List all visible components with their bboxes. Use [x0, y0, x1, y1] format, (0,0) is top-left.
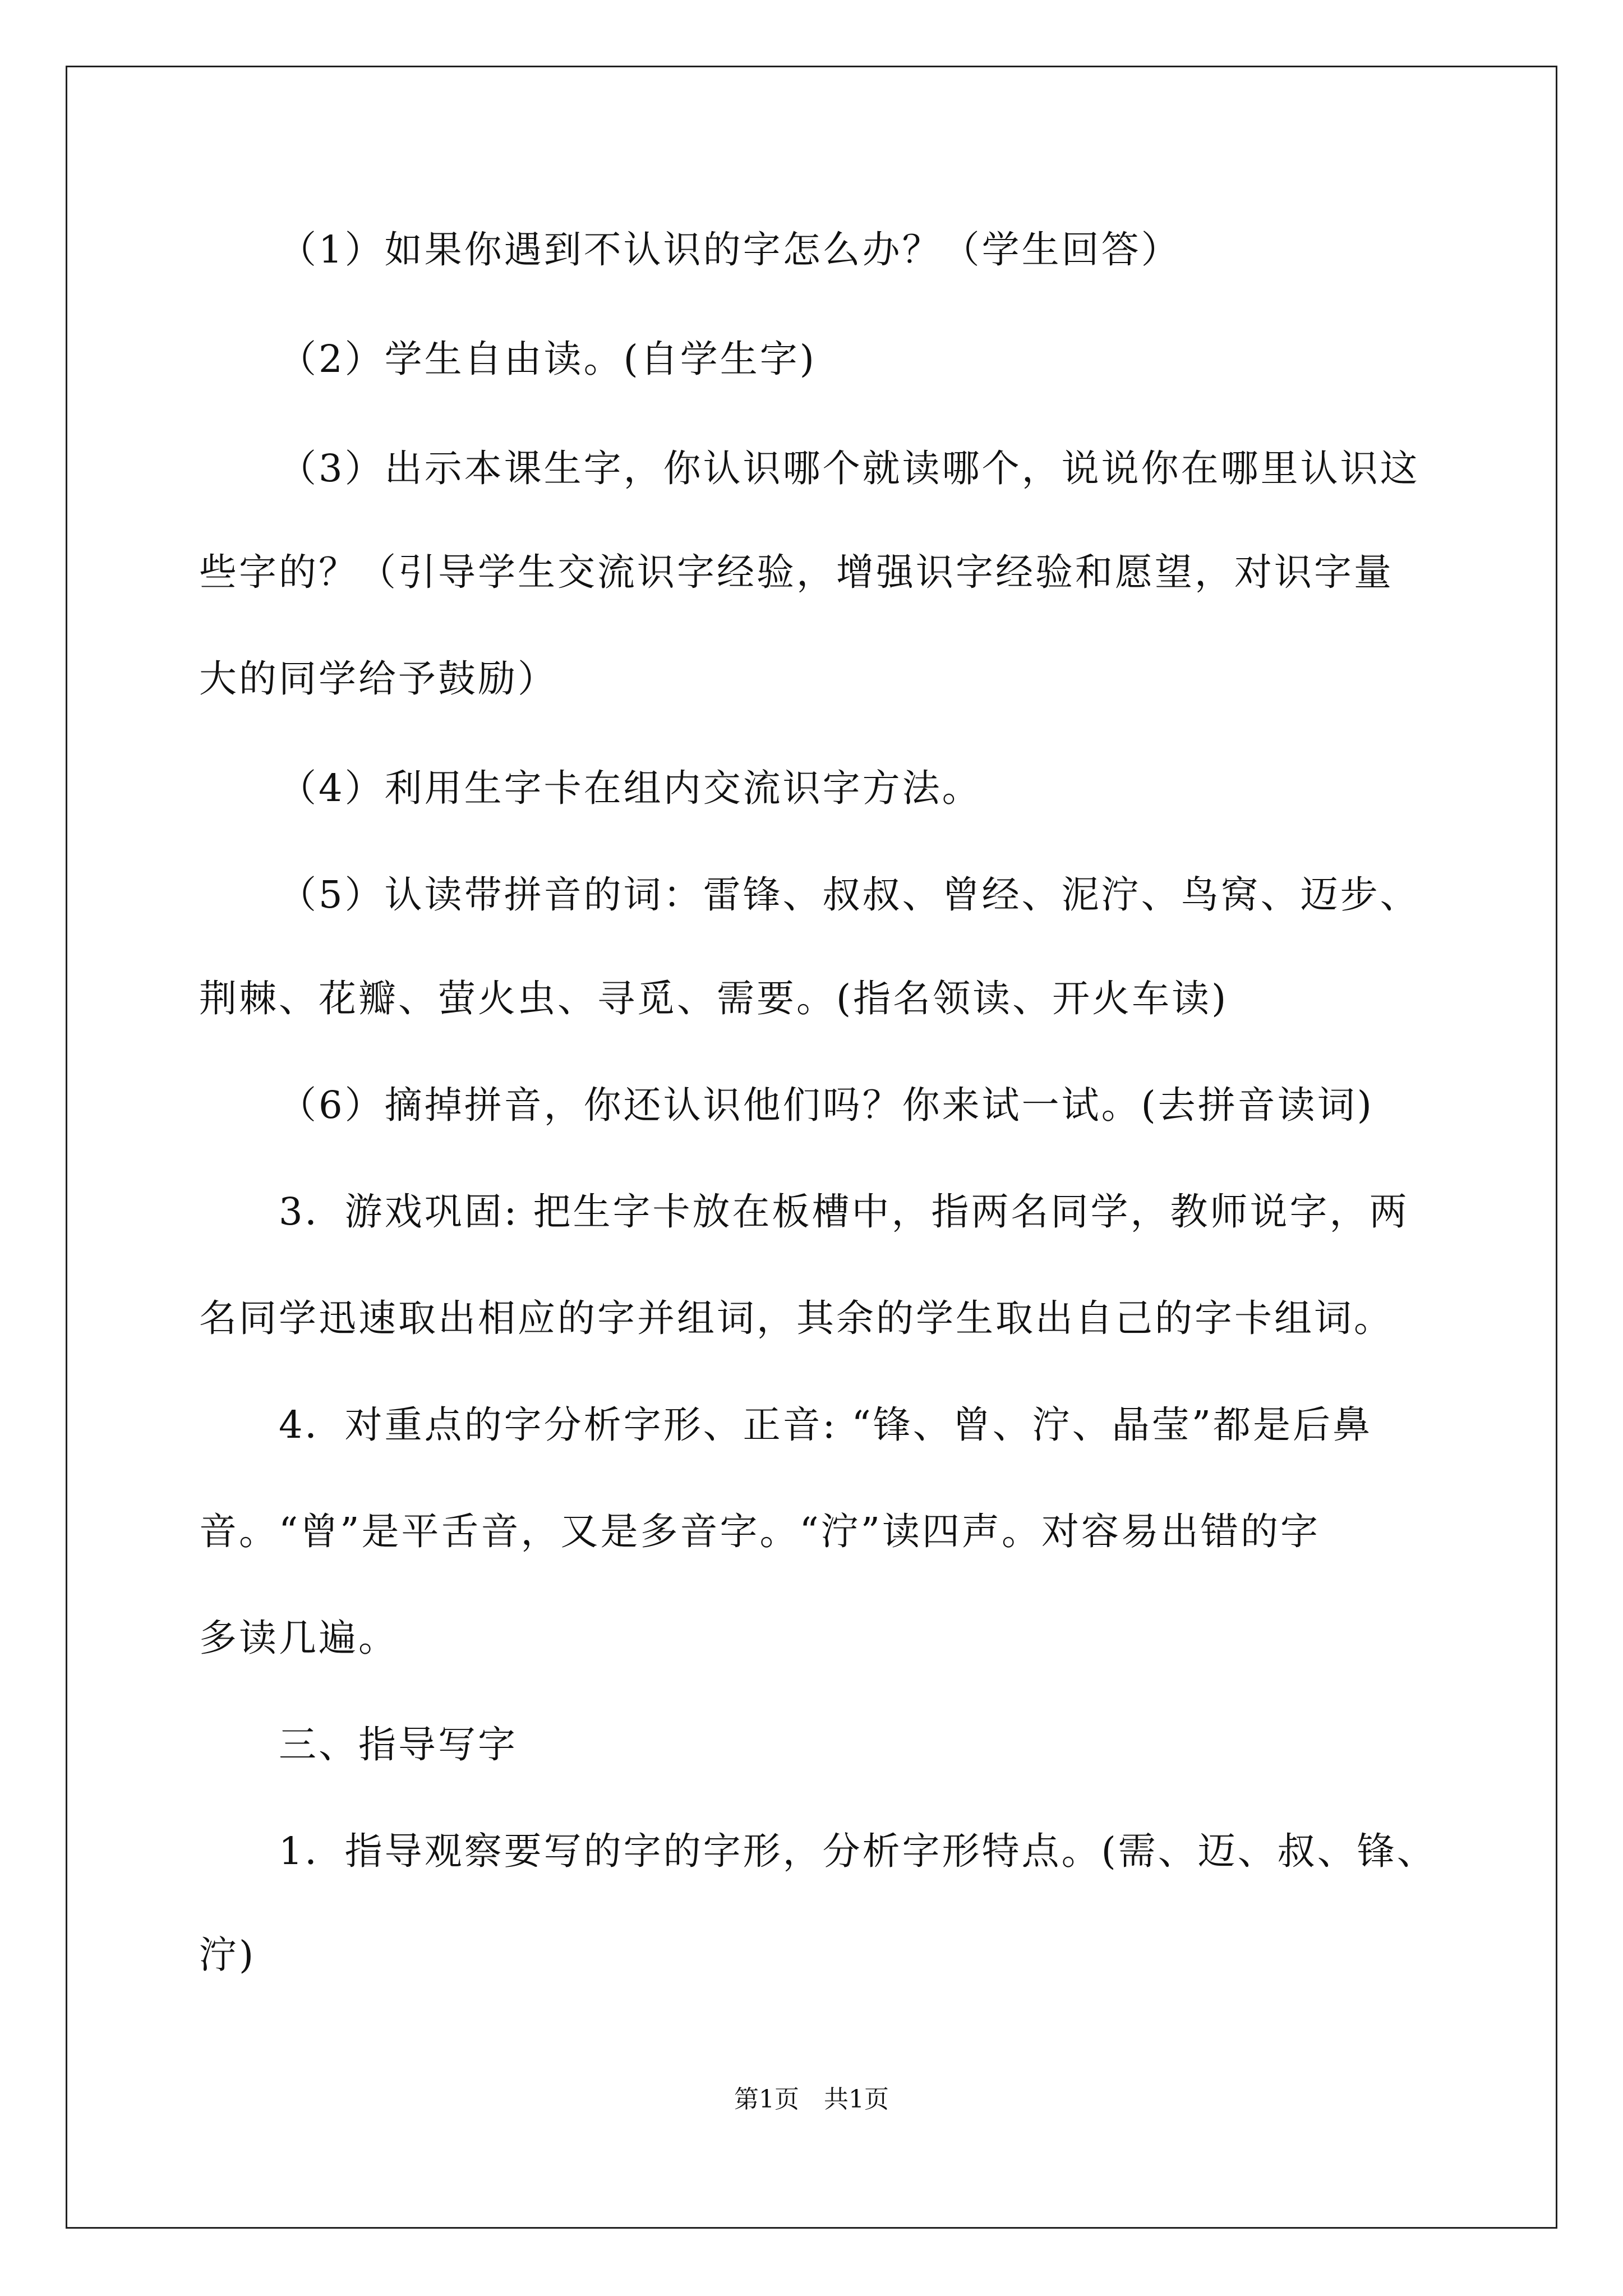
text-line: 多读几遍。 — [199, 1616, 398, 1660]
page-border — [66, 66, 1557, 2229]
text-line: 荆棘、花瓣、萤火虫、寻觅、需要。(指名领读、开火车读) — [199, 977, 1229, 1020]
text-line: 名同学迅速取出相应的字并组词，其余的学生取出自己的字卡组词。 — [199, 1296, 1394, 1340]
text-line: （5）认读带拼音的词：雷锋、叔叔、曾经、泥泞、鸟窝、迈步、 — [279, 873, 1420, 917]
page-number-footer: 第1页 共1页 — [734, 2085, 889, 2114]
text-line: （1）如果你遇到不认识的字怎么办？（学生回答） — [279, 228, 1181, 272]
text-line: 些字的？（引导学生交流识字经验，增强识字经验和愿望，对识字量 — [199, 550, 1394, 594]
text-line: 4．对重点的字分析字形、正音: “锋、曾、泞、晶莹”都是后鼻 — [279, 1403, 1373, 1447]
text-line: （4）利用生字卡在组内交流识字方法。 — [279, 766, 982, 810]
text-line: 泞) — [199, 1933, 256, 1977]
section-heading: 三、指导写字 — [279, 1723, 518, 1766]
text-line: （6）摘掉拼音，你还认识他们吗？你来试一试。(去拼音读词) — [279, 1083, 1374, 1127]
text-line: 3．游戏巩固: 把生字卡放在板槽中，指两名同学，教师说字，两 — [279, 1190, 1409, 1234]
text-line: 音。“曾”是平舌音，又是多音字。“泞”读四声。对容易出错的字 — [199, 1510, 1321, 1553]
text-line: （2）学生自由读。(自学生字) — [279, 337, 817, 381]
text-line: 大的同学给予鼓励） — [199, 657, 557, 701]
text-line: （3）出示本课生字，你认识哪个就读哪个，说说你在哪里认识这 — [279, 447, 1420, 490]
text-line: 1．指导观察要写的字的字形，分析字形特点。(需、迈、叔、锋、 — [279, 1829, 1437, 1873]
